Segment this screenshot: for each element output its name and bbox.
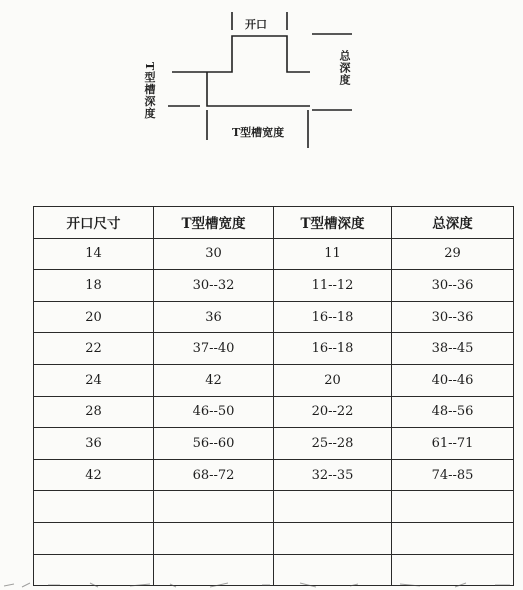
cell-slot-width: 56--60	[154, 428, 274, 460]
cell-opening-size: 36	[34, 428, 154, 460]
cell-slot-depth: 20--22	[274, 396, 392, 428]
cell-empty	[392, 491, 514, 523]
table-row	[34, 301, 514, 333]
cell-empty	[154, 491, 274, 523]
scan-noise-strip	[0, 578, 523, 590]
cell-total-depth: 61--71	[392, 428, 514, 460]
cell-opening-size: 28	[34, 396, 154, 428]
cell-empty	[274, 491, 392, 523]
cell-opening-size: 20	[34, 301, 154, 333]
table-row	[34, 270, 514, 302]
cell-total-depth: 74--85	[392, 459, 514, 491]
cell-slot-depth: 25--28	[274, 428, 392, 460]
cell-empty	[34, 491, 154, 523]
slot-depth-label: T型槽深度	[143, 62, 156, 120]
header-slot-depth: T型槽深度	[274, 207, 392, 239]
t-slot-diagram	[0, 0, 523, 200]
cell-total-depth: 40--46	[392, 364, 514, 396]
cell-slot-depth: 20	[274, 364, 392, 396]
cell-slot-depth: 16--18	[274, 301, 392, 333]
table-row	[34, 396, 514, 428]
total-depth-label: 总深度	[338, 50, 351, 86]
cell-empty	[274, 522, 392, 554]
cell-opening-size: 18	[34, 270, 154, 302]
cell-empty	[154, 522, 274, 554]
t-slot-profile-bottom	[207, 72, 310, 106]
cell-opening-size: 24	[34, 364, 154, 396]
table-header-row	[34, 207, 514, 239]
cell-empty	[34, 522, 154, 554]
t-slot-profile-top	[172, 36, 310, 72]
table-row	[34, 238, 514, 270]
table-row	[34, 459, 514, 491]
cell-total-depth: 48--56	[392, 396, 514, 428]
header-total-depth: 总深度	[392, 207, 514, 239]
cell-slot-width: 46--50	[154, 396, 274, 428]
table-row	[34, 364, 514, 396]
table-row-empty	[34, 522, 514, 554]
cell-slot-depth: 11	[274, 238, 392, 270]
cell-total-depth: 29	[392, 238, 514, 270]
table-row	[34, 428, 514, 460]
cell-total-depth: 38--45	[392, 333, 514, 365]
cell-slot-depth: 32--35	[274, 459, 392, 491]
table-row	[34, 333, 514, 365]
opening-label: 开口	[245, 18, 267, 31]
cell-opening-size: 14	[34, 238, 154, 270]
cell-slot-width: 36	[154, 301, 274, 333]
dimension-table	[33, 206, 514, 586]
cell-opening-size: 42	[34, 459, 154, 491]
cell-empty	[392, 522, 514, 554]
cell-total-depth: 30--36	[392, 301, 514, 333]
cell-slot-width: 37--40	[154, 333, 274, 365]
table-row-empty	[34, 491, 514, 523]
cell-slot-width: 68--72	[154, 459, 274, 491]
cell-slot-depth: 16--18	[274, 333, 392, 365]
header-opening-size: 开口尺寸	[34, 207, 154, 239]
header-slot-width: T型槽宽度	[154, 207, 274, 239]
cell-total-depth: 30--36	[392, 270, 514, 302]
slot-width-label: T型槽宽度	[232, 126, 285, 139]
cell-slot-depth: 11--12	[274, 270, 392, 302]
cell-opening-size: 22	[34, 333, 154, 365]
cell-slot-width: 42	[154, 364, 274, 396]
cell-slot-width: 30--32	[154, 270, 274, 302]
cell-slot-width: 30	[154, 238, 274, 270]
